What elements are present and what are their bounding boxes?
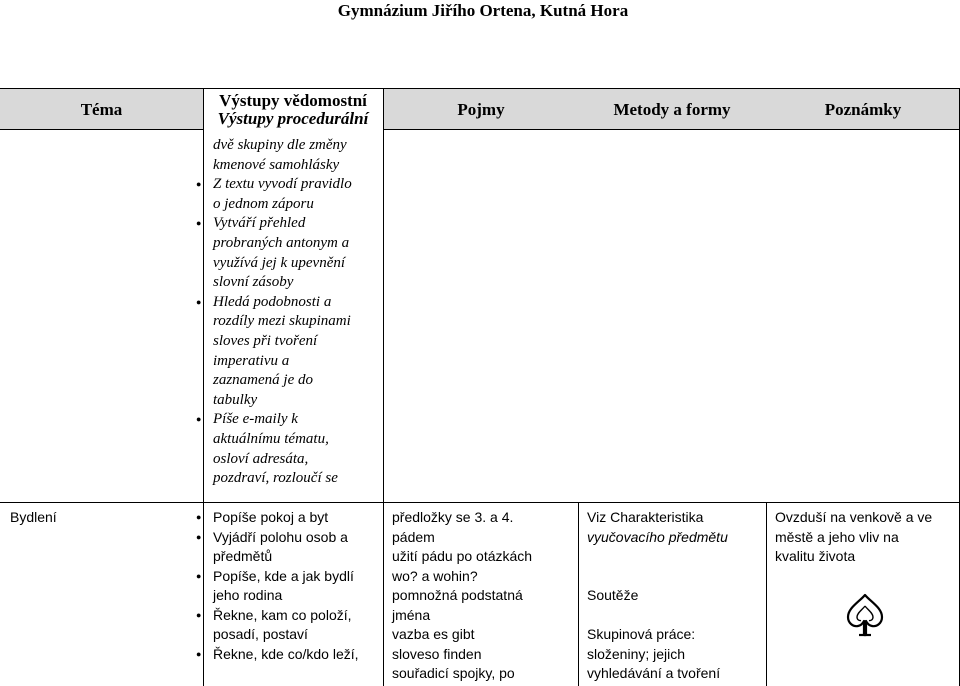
item-line: tabulky: [213, 391, 258, 408]
item-line: předmětů: [213, 548, 273, 564]
method-line: vyhledávání a tvoření: [587, 665, 721, 681]
item-line: ● Vytváří přehled: [213, 215, 306, 232]
header-bottom-rule: [0, 129, 203, 130]
list-item: [213, 214, 383, 292]
continued-outcomes: [213, 136, 383, 489]
term-line: jména: [392, 606, 431, 623]
column-rule: [203, 88, 204, 686]
item-line: aktuálnímu tématu,: [213, 430, 329, 447]
topic-cell: Bydlení: [10, 509, 57, 525]
intro-line: dvě skupiny dle změny: [213, 137, 347, 153]
item-line: probraných antonym a: [213, 234, 350, 251]
item-line: imperativu a: [213, 352, 290, 369]
header-outcomes-knowledge: Výstupy vědomostní: [219, 91, 367, 110]
list-item: [213, 293, 383, 411]
term-line: vazba es gibt: [392, 626, 475, 642]
list-item: [213, 175, 383, 214]
methods-cell: [587, 508, 767, 684]
terms-cell: [392, 508, 562, 684]
column-rule: [578, 502, 579, 686]
term-line: užití pádu po otázkách: [392, 548, 533, 564]
note-line: městě a jeho vliv na: [775, 528, 899, 545]
list-item: [213, 567, 383, 606]
note-line: Ovzduší na venkově a ve: [775, 509, 933, 525]
item-line: rozdíly mezi skupinami: [213, 313, 351, 330]
method-line: Soutěže: [587, 587, 639, 603]
column-rule: [383, 88, 384, 686]
item-line: ● Řekne, kam co položí,: [213, 606, 352, 623]
list-item: [213, 528, 383, 567]
list-item: [213, 508, 383, 528]
item-line: sloves při tvoření: [213, 332, 318, 349]
item-line: ● Z textu vyvodí pravidlo: [213, 176, 352, 193]
list-item: [213, 645, 383, 665]
environmental-education-spade-icon: [845, 592, 885, 638]
item-line: ● Popíše, kde a jak bydlí: [213, 567, 354, 584]
item-line: osloví adresáta,: [213, 450, 309, 467]
item-line: ● Řekne, kde co/kdo leží,: [213, 645, 359, 662]
item-line: pozdraví, rozloučí se: [213, 470, 338, 487]
term-line: souřadicí spojky, po: [392, 665, 515, 681]
header-terms: Pojmy: [457, 100, 505, 119]
item-line: slovní zásoby: [213, 274, 294, 291]
term-line: pomnožná podstatná: [392, 587, 523, 603]
spacer: [587, 547, 767, 586]
list-item: [213, 410, 383, 488]
note-line: kvalitu života: [775, 548, 856, 564]
curriculum-table: [0, 88, 960, 686]
term-line: pádem: [392, 528, 435, 545]
header-notes: Poznámky: [824, 100, 902, 119]
item-line: ● Píše e-maily k: [213, 411, 298, 428]
item-line: ● Vyjádří polohu osob a: [213, 528, 348, 545]
item-line: zaznamená je do: [213, 372, 313, 389]
item-line: ● Popíše pokoj a byt: [213, 509, 329, 525]
method-line: Viz Charakteristika: [587, 509, 704, 525]
intro-line: kmenové samohlásky: [213, 156, 340, 173]
header-outcomes-procedural: Výstupy procedurální: [217, 109, 369, 128]
outcome-list: [213, 508, 383, 664]
list-item: [213, 606, 383, 645]
school-title: Gymnázium Jiřího Ortena, Kutná Hora: [337, 1, 629, 20]
outcomes-cell: [213, 508, 383, 664]
outcome-list: [213, 175, 383, 489]
header-bottom-rule: [383, 129, 960, 130]
item-line: ● Hledá podobnosti a: [213, 293, 332, 310]
term-line: předložky se 3. a 4.: [392, 509, 514, 525]
item-line: posadí, postaví: [213, 626, 308, 642]
method-line: vyučovacího předmětu: [587, 528, 728, 545]
method-line: složeniny; jejich: [587, 645, 686, 662]
item-line: jeho rodina: [213, 587, 283, 603]
table-top-rule: [0, 88, 960, 89]
header-methods: Metody a formy: [613, 100, 731, 119]
item-line: o jednom záporu: [213, 195, 314, 212]
spacer: [587, 606, 767, 626]
item-line: využívá jej k upevnění: [213, 254, 346, 271]
term-line: wo? a wohin?: [392, 567, 478, 584]
row-separator: [0, 502, 960, 503]
notes-cell: [775, 508, 960, 567]
header-topic: Téma: [80, 100, 123, 119]
term-line: sloveso finden: [392, 645, 482, 662]
method-line: Skupinová práce:: [587, 626, 696, 642]
